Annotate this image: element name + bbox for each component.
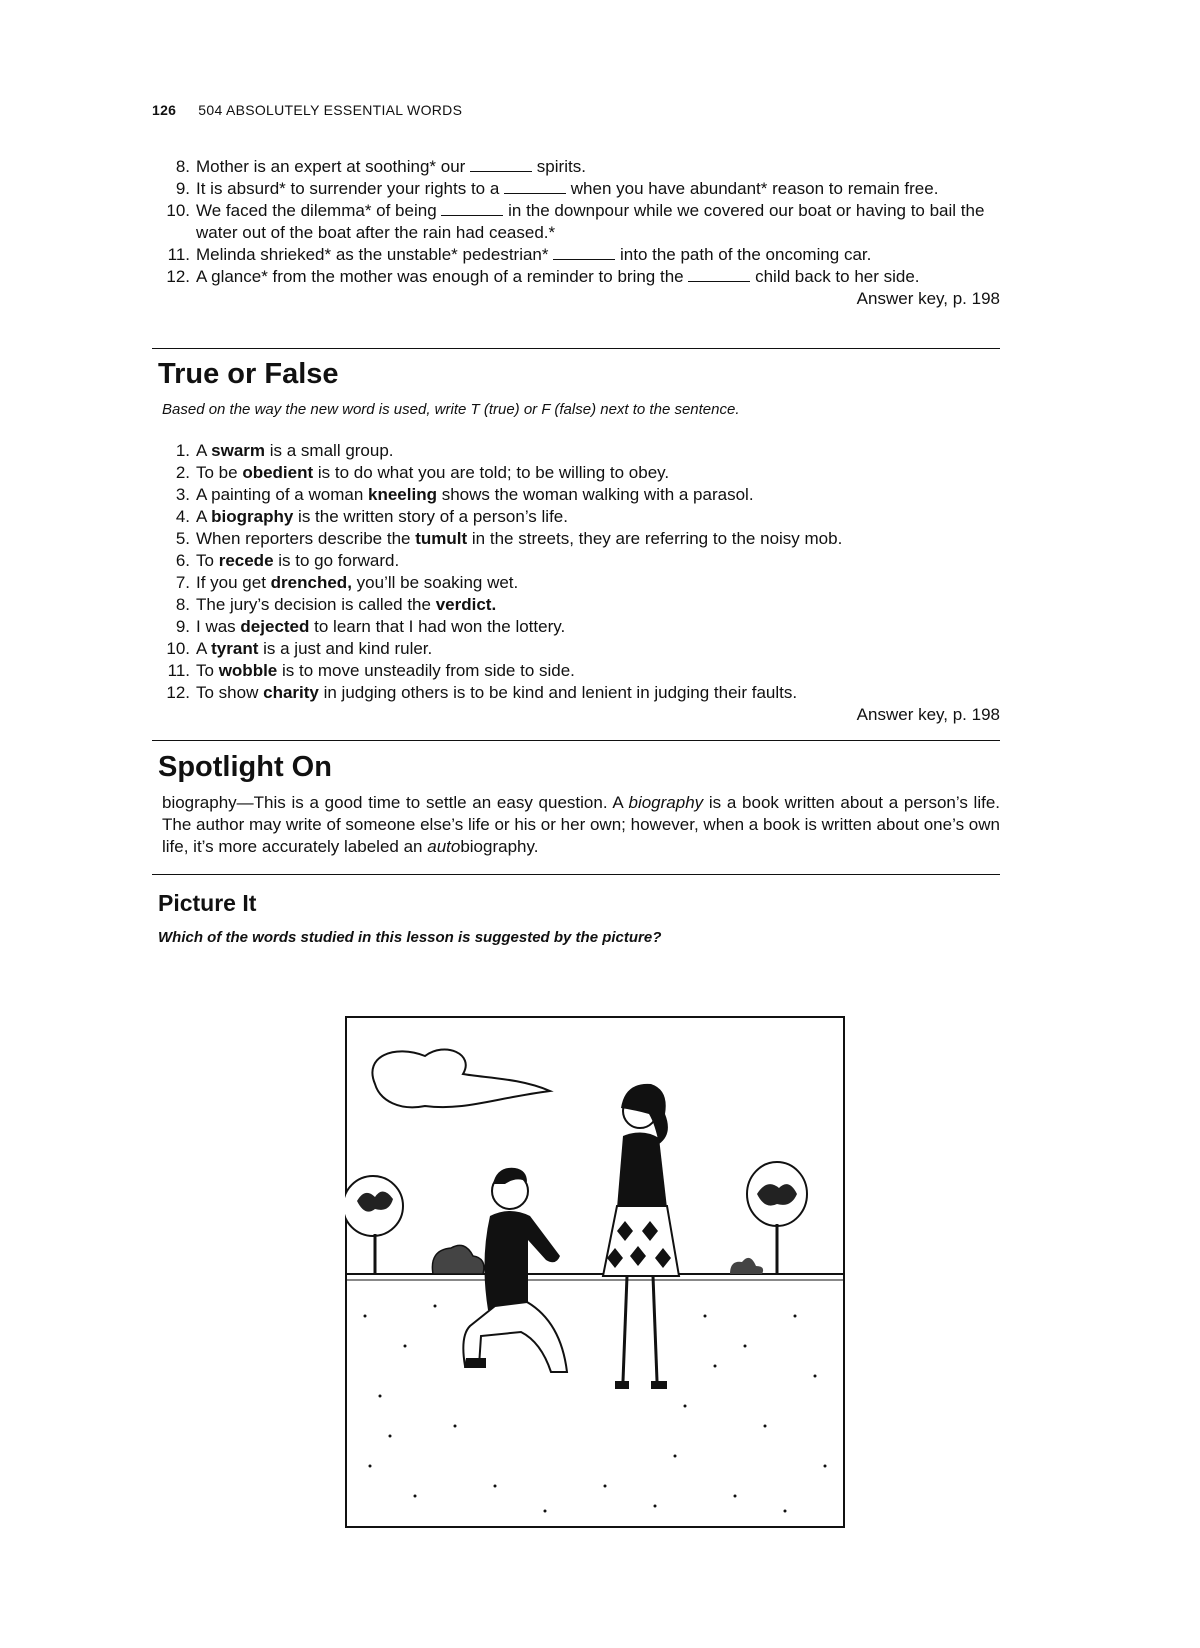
list-item: 4. A biography is the written story of a person’s life. [175, 507, 568, 526]
vocab-word: recede [218, 551, 274, 570]
answer-blank[interactable] [441, 201, 503, 216]
spotlight-paragraph: biography—This is a good time to settle an easy question. A biography is a book written about a person’s life. The author may write of someone else’s life or his or her own; however, when a book is written about one’s own life, it’s more accurately labeled an autobiography. [162, 793, 1000, 856]
vocab-word: verdict. [435, 595, 497, 614]
answer-key: Answer key, p. 198 [856, 705, 1000, 724]
list-item: 1. A swarm is a small group. [175, 441, 394, 460]
answer-blank[interactable] [470, 157, 532, 172]
book-title: 504 ABSOLUTELY ESSENTIAL WORDS [198, 102, 463, 118]
divider [152, 874, 1000, 875]
instructions: Based on the way the new word is used, write T (true) or F (false) next to the sentence. [162, 401, 740, 418]
answer-blank[interactable] [504, 179, 566, 194]
vocab-word: biography [211, 507, 294, 526]
vocab-word: tyrant [211, 639, 259, 658]
list-item: 6. To recede is to go forward. [175, 551, 400, 570]
vocab-word: tumult [415, 529, 468, 548]
list-item: 7. If you get drenched, you’ll be soaking wet. [175, 573, 519, 592]
list-item: 12. To show charity in judging others is to be kind and lenient in judging their faults. [166, 683, 798, 702]
answer-key: Answer key, p. 198 [856, 289, 1000, 308]
list-item: 10. We faced the dilemma* of being in the downpour while we covered our boat or having to bail the water out of the boat after the rain had ceased.* [166, 201, 985, 242]
list-item: 11. Melinda shrieked* as the unstable* pedestrian* into the path of the oncoming car. [167, 245, 872, 264]
vocab-word: dejected [240, 617, 310, 636]
list-item: 9. I was dejected to learn that I had won the lottery. [175, 617, 566, 636]
list-item: 12. A glance* from the mother was enough of a reminder to bring the child back to her side. [166, 267, 920, 286]
section-title-true-false: True or False [158, 358, 339, 390]
fill-in-list [152, 156, 1000, 310]
answer-blank[interactable] [553, 245, 615, 260]
list-item: 10. A tyrant is a just and kind ruler. [166, 639, 433, 658]
list-item: 3. A painting of a woman kneeling shows the woman walking with a parasol. [175, 485, 754, 504]
true-false-list [152, 440, 1000, 726]
section-title-picture-it: Picture It [158, 890, 257, 916]
vocab-word: swarm [211, 441, 266, 460]
list-item: 2. To be obedient is to do what you are told; to be willing to obey. [175, 463, 670, 482]
list-item: 5. When reporters describe the tumult in the streets, they are referring to the noisy mob. [175, 529, 843, 548]
page-number: 126 [152, 102, 177, 118]
vocab-word: kneeling [368, 485, 437, 504]
vocab-word: drenched, [270, 573, 352, 592]
running-head [152, 102, 462, 118]
answer-blank[interactable] [688, 267, 750, 282]
illustration-proposal [345, 1016, 845, 1528]
picture-question: Which of the words studied in this lesson is suggested by the picture? [158, 929, 662, 946]
spotlight-term: biography [162, 793, 237, 812]
list-item: 9. It is absurd* to surrender your rights to a when you have abundant* reason to remain free. [175, 179, 939, 198]
divider [152, 348, 1000, 349]
list-item: 8. The jury’s decision is called the verdict. [175, 595, 497, 614]
list-item: 11. To wobble is to move unsteadily from side to side. [167, 661, 575, 680]
vocab-word: wobble [218, 661, 278, 680]
list-item: 8. Mother is an expert at soothing* our spirits. [175, 157, 586, 176]
divider [152, 740, 1000, 741]
section-title-spotlight: Spotlight On [158, 751, 332, 783]
vocab-word: obedient [242, 463, 314, 482]
vocab-word: charity [263, 683, 319, 702]
